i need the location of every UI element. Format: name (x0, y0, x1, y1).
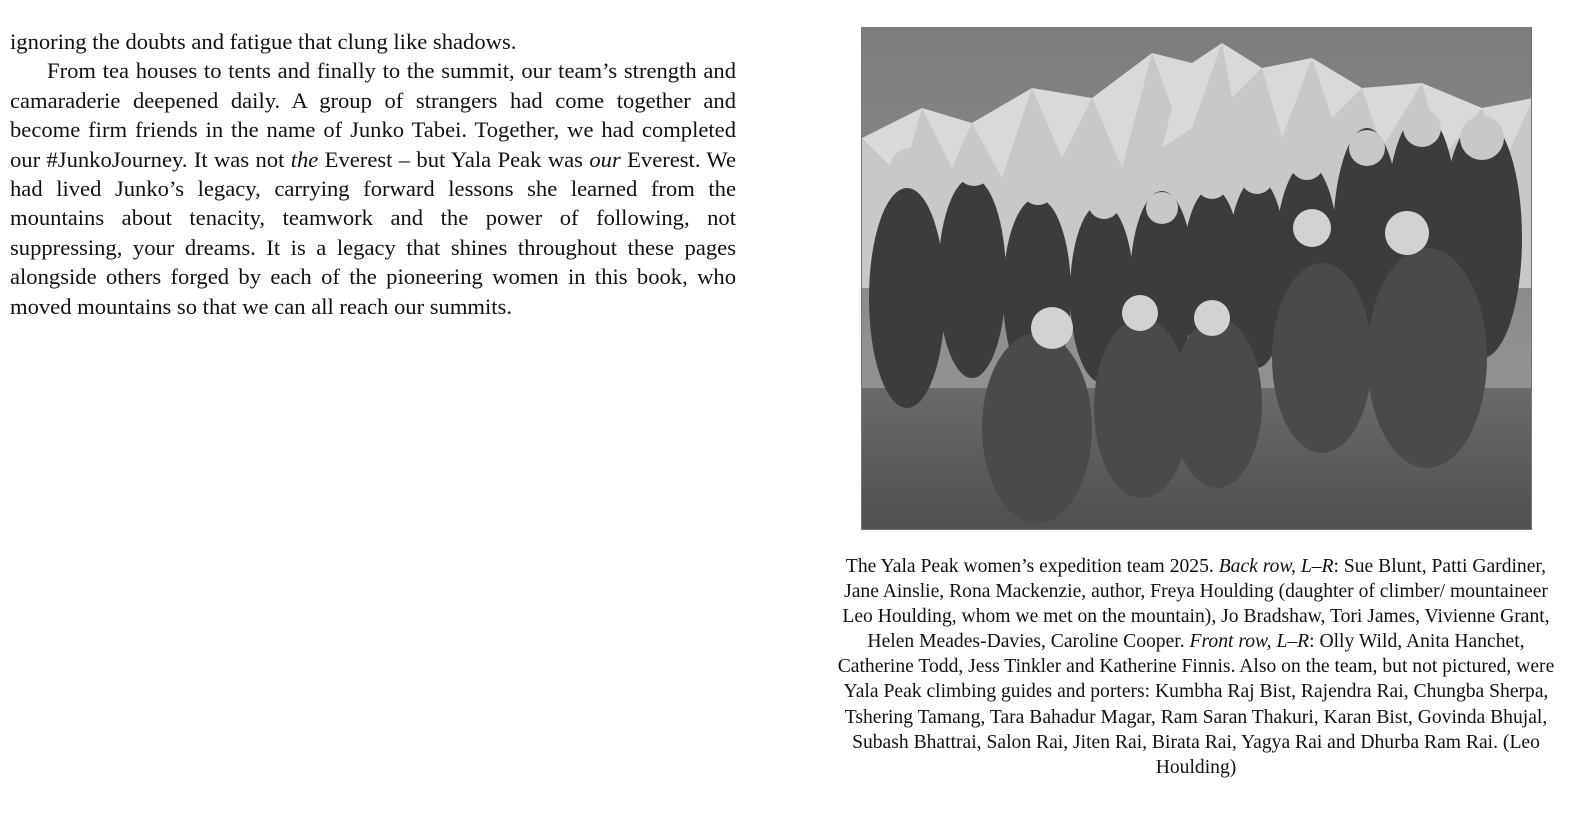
paragraph-continuation: ignoring the doubts and fatigue that clung like shadows. (10, 29, 517, 54)
photo-caption (830, 554, 1562, 780)
caption-text-1: The Yala Peak women’s expedition team 2025. (845, 556, 1219, 577)
photo-illustration (862, 28, 1532, 530)
expedition-team-photo (861, 27, 1532, 530)
emphasis-the: the (290, 146, 319, 172)
paragraph-text-c: Everest. We had lived Junko’s legacy, carrying forward lessons she learned from the mountains about tenacity, teamwork and the power of following, not suppressing, your dreams. It is a legacy that shines throughout these pages alongside others forged by each of the pioneering women in this book, who moved mountains so that we can all reach our summits. (10, 146, 736, 319)
paragraph-text-b: Everest – but Yala Peak was (318, 146, 590, 172)
paragraph-text-a: From tea houses to tents and finally to the summit, our team’s strength and camaraderie deepened daily. A group of strangers had come together and become firm friends in the name of Junko Tabei. Together, we had completed our #JunkoJourney. It was not (10, 58, 736, 172)
body-text-column (10, 27, 736, 321)
paragraph-main (10, 56, 736, 321)
caption-front-row-label: Front row, L–R (1189, 631, 1310, 653)
caption-text-3: : Olly Wild, Anita Hanchet, Catherine Todd, Jess Tinkler and Katherine Finnis. Also on the team, but not pictured, were Yala Peak climbing guides and porters: Kumbha Raj Bist, Rajendra Rai, Chungba Sherpa, Tshering Tamang, Tara Bahadur Magar, Ram Saran Thakuri, Karan Bist, Govinda Bhujal, Subash Bhattrai, Salon Rai, Jiten Rai, Birata Rai, Yagya Rai and Dhurba Ram Rai. (Leo Houlding) (837, 631, 1555, 778)
caption-text-2: : Sue Blunt, Patti Gardiner, Jane Ainslie, Rona Mackenzie, author, Freya Houlding (daughter of climber/ mountaineer Leo Houlding, whom we met on the mountain), Jo Bradshaw, Tori James, Vivienne Grant, Helen Meades-Davies, Caroline Cooper. (842, 556, 1550, 653)
emphasis-our: our (589, 146, 621, 172)
caption-back-row-label: Back row, L–R (1218, 556, 1334, 577)
